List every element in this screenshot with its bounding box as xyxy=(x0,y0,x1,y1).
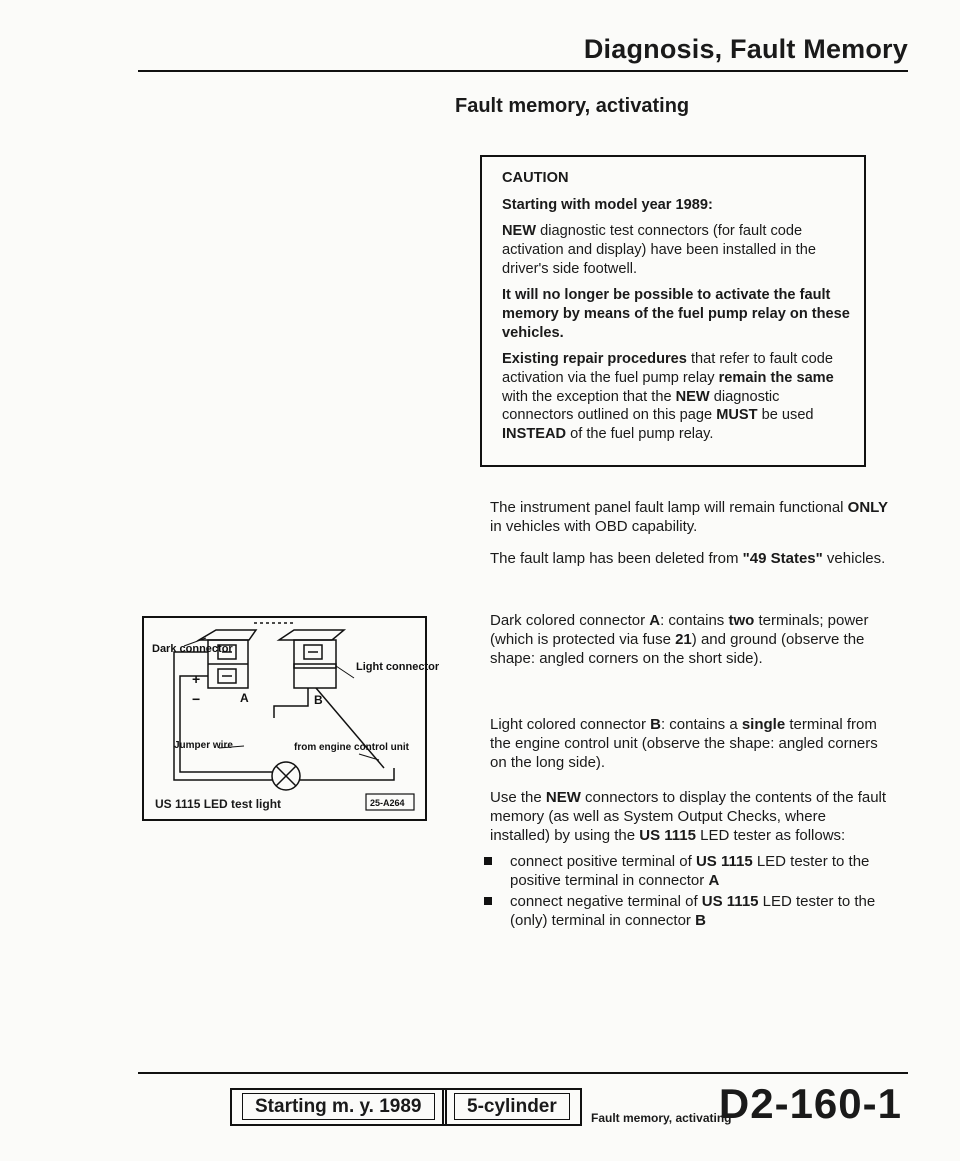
connector-diagram xyxy=(144,618,440,819)
figure-ref: 25-A264 xyxy=(370,798,405,808)
jumper-wire-label: Jumper wire xyxy=(174,740,233,751)
footer-rule xyxy=(138,1072,908,1074)
model-year-tab: Starting m. y. 1989 xyxy=(230,1088,447,1126)
caution-paragraph-3: Existing repair procedures that refer to fault code activation via the fuel pump relay remain the same with the exception that the NEW diagnostic connectors outlined on this page MUST be used INSTEAD of the fuel pump relay. xyxy=(502,351,834,443)
connector-a-label: A xyxy=(240,691,249,705)
footer-section-name: Fault memory, activating xyxy=(591,1111,732,1125)
header-rule xyxy=(138,70,908,72)
plus-sign: + xyxy=(192,671,201,687)
engine-tab: 5-cylinder xyxy=(442,1088,582,1126)
light-connector-b-icon xyxy=(279,630,344,688)
body-paragraph-1: The instrument panel fault lamp will remain functional ONLY in vehicles with OBD capability. xyxy=(490,499,888,536)
page-header-title: Diagnosis, Fault Memory xyxy=(583,34,908,64)
list-item: connect positive terminal of US 1115 LED tester to the positive terminal in connector A xyxy=(484,852,884,890)
light-connector-label: Light connector xyxy=(356,661,440,673)
page-number: D2-160-1 xyxy=(718,1080,902,1127)
caution-paragraph-1: NEW diagnostic test connectors (for fault code activation and display) have been installed in the driver's side footwell. xyxy=(502,223,816,277)
body-paragraph-3: Dark colored connector A: contains two terminals; power (which is protected via fuse 21) and ground (observe the shape: angled corners on the short side). xyxy=(490,612,869,668)
from-engine-label: from engine control unit xyxy=(294,742,409,753)
led-tester-icon xyxy=(272,762,300,790)
caution-heading: CAUTION xyxy=(502,170,569,186)
section-title: Fault memory, activating xyxy=(455,95,690,117)
minus-sign: − xyxy=(192,691,201,707)
caution-box xyxy=(480,155,866,467)
dark-connector-label: Dark connector xyxy=(152,643,233,655)
caution-starting: Starting with model year 1989: xyxy=(502,196,713,213)
instruction-list xyxy=(484,852,884,932)
dark-connector-a-icon xyxy=(199,630,256,688)
body-paragraph-4: Light colored connector B: contains a single terminal from the engine control unit (observe the shape: angled corners on the long side). xyxy=(490,716,878,772)
body-paragraph-5: Use the NEW connectors to display the contents of the fault memory (as well as System Output Checks, where installed) by using the US 1115 LED tester as follows: xyxy=(490,789,887,845)
connector-diagram-figure xyxy=(142,616,440,821)
figure-caption: US 1115 LED test light xyxy=(155,797,282,811)
connector-b-label: B xyxy=(314,693,323,707)
list-item: connect negative terminal of US 1115 LED tester to the (only) terminal in connector B xyxy=(484,892,884,930)
caution-paragraph-2: It will no longer be possible to activate the fault memory by means of the fuel pump relay on these vehicles. xyxy=(502,287,850,341)
body-paragraph-2: The fault lamp has been deleted from "49 States" vehicles. xyxy=(490,550,886,567)
bullet-icon xyxy=(484,897,492,905)
bullet-icon xyxy=(484,857,492,865)
